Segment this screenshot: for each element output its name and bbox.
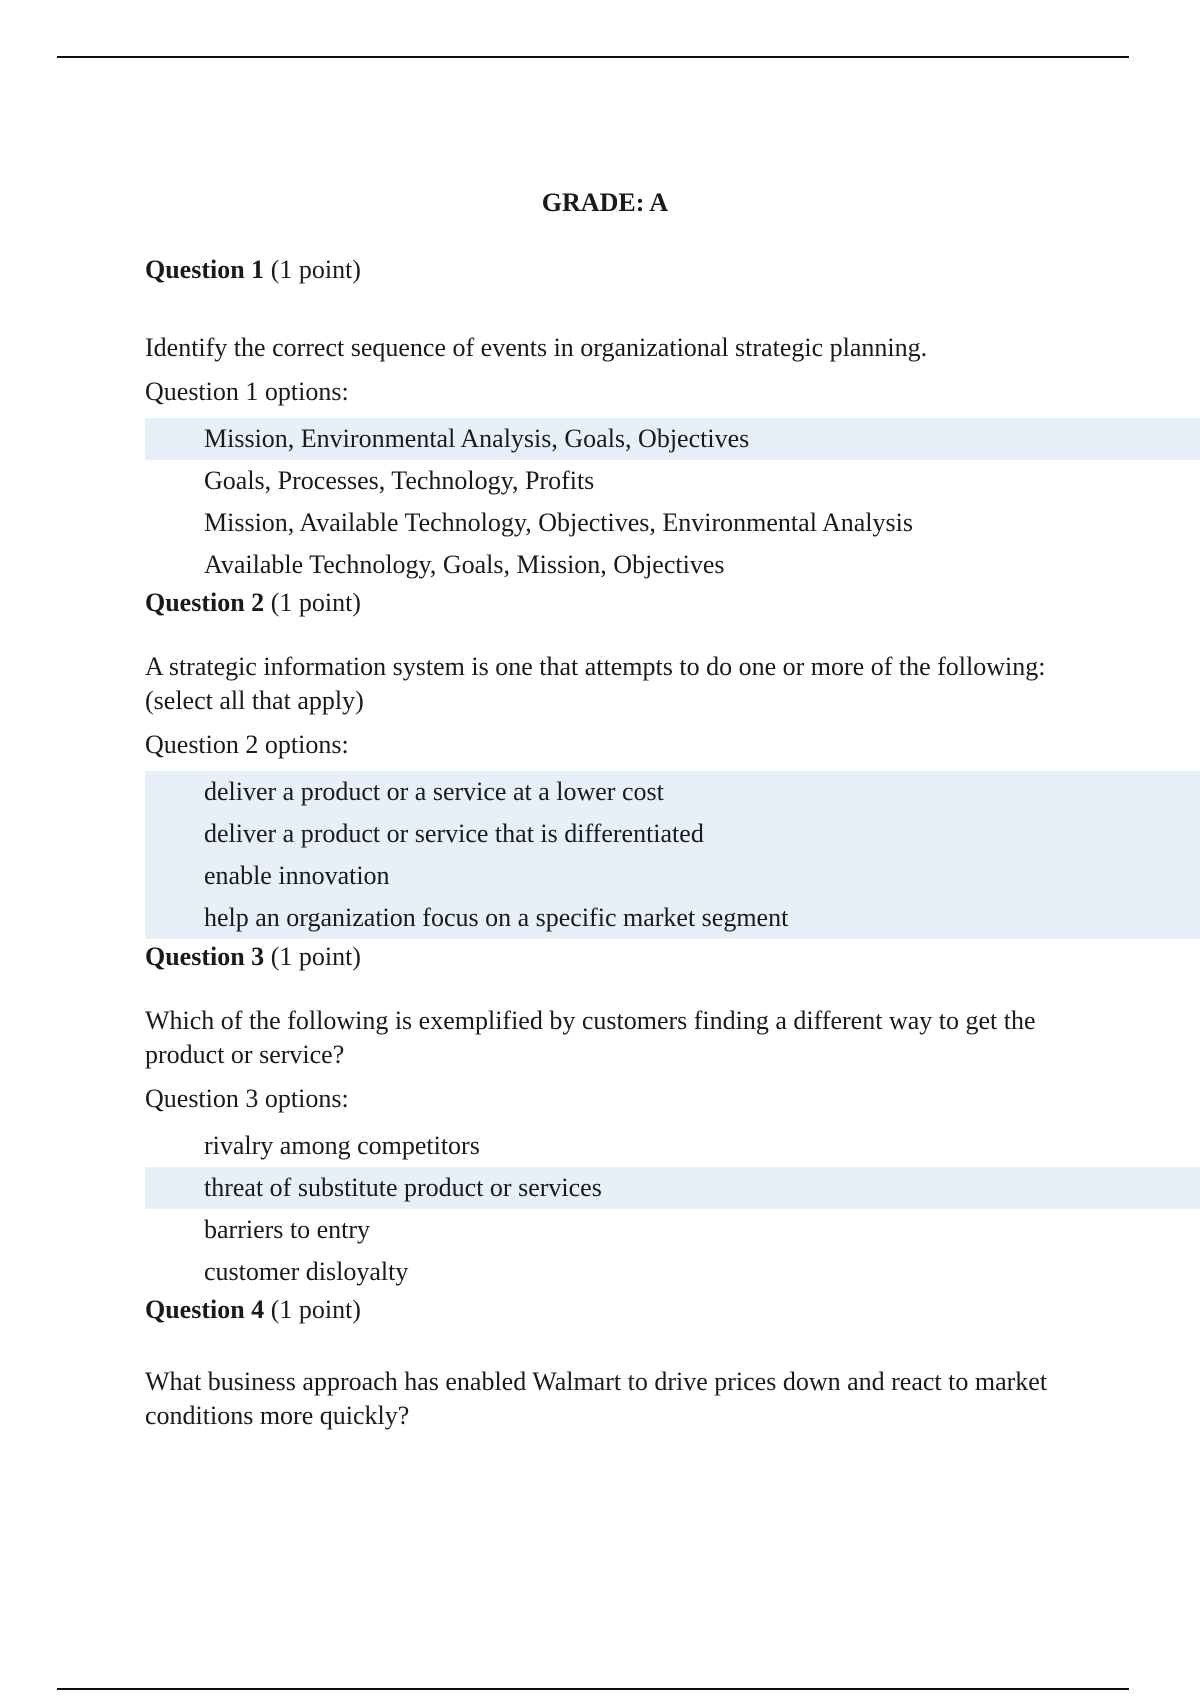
question-points: (1 point)	[270, 1295, 361, 1324]
answer-option[interactable]: Available Technology, Goals, Mission, Objectives	[204, 550, 725, 579]
options-list	[145, 771, 1200, 939]
options-list	[145, 1125, 1200, 1293]
question-text: Which of the following is exemplified by customers finding a different way to get the product or service?	[145, 1006, 1036, 1069]
answer-option[interactable]: Mission, Available Technology, Objectives, Environmental Analysis	[204, 508, 913, 537]
options-list	[145, 418, 1200, 586]
answer-option[interactable]: Goals, Processes, Technology, Profits	[204, 466, 595, 495]
question-number: Question 2	[145, 588, 265, 617]
question-1	[145, 253, 1200, 586]
question-3	[145, 940, 1200, 1293]
question-number: Question 3	[145, 942, 265, 971]
question-header	[145, 586, 1200, 620]
top-rule	[57, 56, 1129, 58]
question-header	[145, 1293, 1200, 1327]
question-header	[145, 253, 1200, 287]
options-label: Question 2 options:	[145, 730, 349, 759]
grade-heading: GRADE: A	[541, 188, 669, 217]
answer-option[interactable]: customer disloyalty	[204, 1257, 409, 1286]
answer-option[interactable]: enable innovation	[145, 855, 1200, 897]
answer-option[interactable]: rivalry among competitors	[204, 1131, 480, 1160]
bottom-rule	[57, 1688, 1129, 1690]
answer-option[interactable]: deliver a product or a service at a lower cost	[145, 771, 1200, 813]
options-label: Question 1 options:	[145, 377, 349, 406]
answer-option[interactable]: barriers to entry	[204, 1215, 371, 1244]
answer-option[interactable]: deliver a product or service that is differentiated	[145, 813, 1200, 855]
question-number: Question 1	[145, 255, 265, 284]
question-points: (1 point)	[270, 255, 361, 284]
question-header	[145, 940, 1200, 974]
question-text: What business approach has enabled Walmart to drive prices down and react to market conditions more quickly?	[145, 1367, 1048, 1430]
options-label: Question 3 options:	[145, 1084, 349, 1113]
question-points: (1 point)	[270, 588, 361, 617]
question-4	[145, 1293, 1200, 1433]
answer-option[interactable]: threat of substitute product or services	[145, 1167, 1200, 1209]
answer-option[interactable]: Mission, Environmental Analysis, Goals, Objectives	[145, 418, 1200, 460]
question-text: Identify the correct sequence of events in organizational strategic planning.	[145, 333, 928, 362]
question-points: (1 point)	[270, 942, 361, 971]
question-2	[145, 586, 1200, 939]
answer-option[interactable]: help an organization focus on a specific market segment	[145, 897, 1200, 939]
question-number: Question 4	[145, 1295, 265, 1324]
question-text: A strategic information system is one that attempts to do one or more of the following: (select all that apply)	[145, 652, 1046, 715]
